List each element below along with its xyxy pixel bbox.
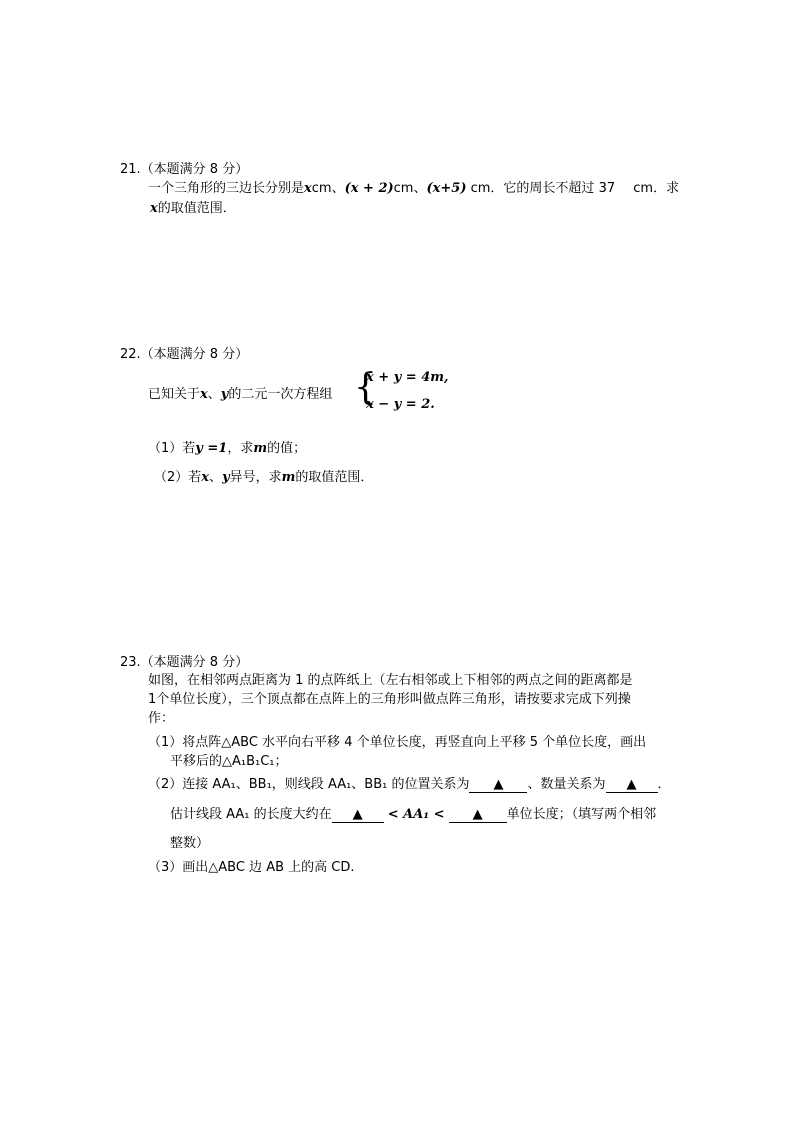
q22-p2-sep: 、 (209, 470, 223, 485)
q22-part2 (154, 470, 373, 486)
q23-inequality: < AA₁ < (387, 807, 445, 822)
q22-sep: 、 (207, 387, 221, 402)
q21-expr2: (x+5) (426, 181, 467, 196)
q21-sep: 、 (331, 181, 345, 196)
q22-var-x: x (200, 387, 208, 402)
q21-text-c: cm．求 (633, 181, 680, 196)
q21-text-b: cm．它的周长不超过 37 (470, 181, 616, 196)
q22-eq1: x + y = 4m, (366, 370, 449, 385)
q21-var-x: x (304, 181, 312, 196)
q21-text-a: 一个三角形的三边长分别是 (148, 181, 305, 196)
system-brace: { (354, 367, 377, 408)
q21-var-x2: x (150, 201, 158, 216)
q22-p2-y: y (222, 470, 230, 485)
q23-intro1: 如图，在相邻两点距离为 1 的点阵纸上（左右相邻或上下相邻的两点之间的距离都是 (148, 673, 633, 688)
q23-intro2: 1个单位长度），三个顶点都在点阵上的三角形叫做点阵三角形，请按要求完成下列操 (148, 692, 631, 707)
answer-blank-lower[interactable]: ▲ (332, 808, 384, 823)
q23-estimate (170, 807, 656, 823)
q22-intro-b: 的二元一次方程组 (228, 387, 333, 402)
q23-intro3: 作： (148, 711, 175, 726)
q22-header: 22.（本题满分 8 分） (120, 347, 249, 362)
q22-var-y: y (220, 387, 229, 402)
q23-part2 (148, 777, 671, 793)
q23-header: 23.（本题满分 8 分） (120, 655, 249, 670)
q21-text-d: 的取值范围． (157, 201, 236, 216)
q22-eq2: x − y = 2. (366, 397, 435, 412)
q23-part3: （3）画出△ABC 边 AB 上的高 CD. (148, 860, 355, 875)
q22-part1 (148, 441, 306, 457)
q22-p2-a: （2）若 (154, 470, 202, 485)
q21-header: 21.（本题满分 8 分） (120, 162, 249, 177)
q23-p2-a: （2）连接 AA₁、BB₁，则线段 AA₁、BB₁ 的位置关系为 (148, 777, 470, 792)
q21-cm: cm (311, 181, 332, 196)
answer-blank-position[interactable]: ▲ (469, 778, 527, 793)
q23-est-b: 单位长度；（填写两个相邻 (506, 807, 657, 822)
q22-var-m: m (253, 441, 268, 456)
q22-p1-a: （1）若 (148, 441, 196, 456)
answer-blank-quantity[interactable]: ▲ (606, 778, 658, 793)
q21-sep2: 、 (413, 181, 427, 196)
q21-cm2: cm (393, 181, 414, 196)
q23-part1-line2: 平移后的△A₁B₁C₁； (170, 754, 288, 769)
q21-line1 (148, 181, 679, 197)
q23-est-a: 估计线段 AA₁ 的长度大约在 (170, 807, 332, 822)
q21-expr1: (x + 2) (344, 181, 394, 196)
q22-p1-b: ，求 (227, 441, 254, 456)
q22-intro-a: 已知关于 (148, 387, 201, 402)
q22-p2-x: x (201, 470, 210, 485)
q21-line2 (150, 201, 236, 217)
q22-intro (148, 387, 332, 403)
q23-p2-c: ． (657, 777, 671, 792)
q23-p2-b: 、数量关系为 (527, 777, 606, 792)
q23-part1-line1: （1）将点阵△ABC 水平向右平移 4 个单位长度，再竖直向上平移 5 个单位长度，画出 (148, 735, 647, 750)
q22-p1-c: 的值； (267, 441, 307, 456)
q23-estimate-cont: 整数） (170, 836, 210, 851)
q22-p2-c: 的取值范围． (295, 470, 374, 485)
answer-blank-upper[interactable]: ▲ (449, 808, 507, 823)
q22-p2-b: 异号，求 (229, 470, 282, 485)
q22-p2-m: m (281, 470, 296, 485)
q22-p1-expr: y =1 (195, 441, 228, 456)
